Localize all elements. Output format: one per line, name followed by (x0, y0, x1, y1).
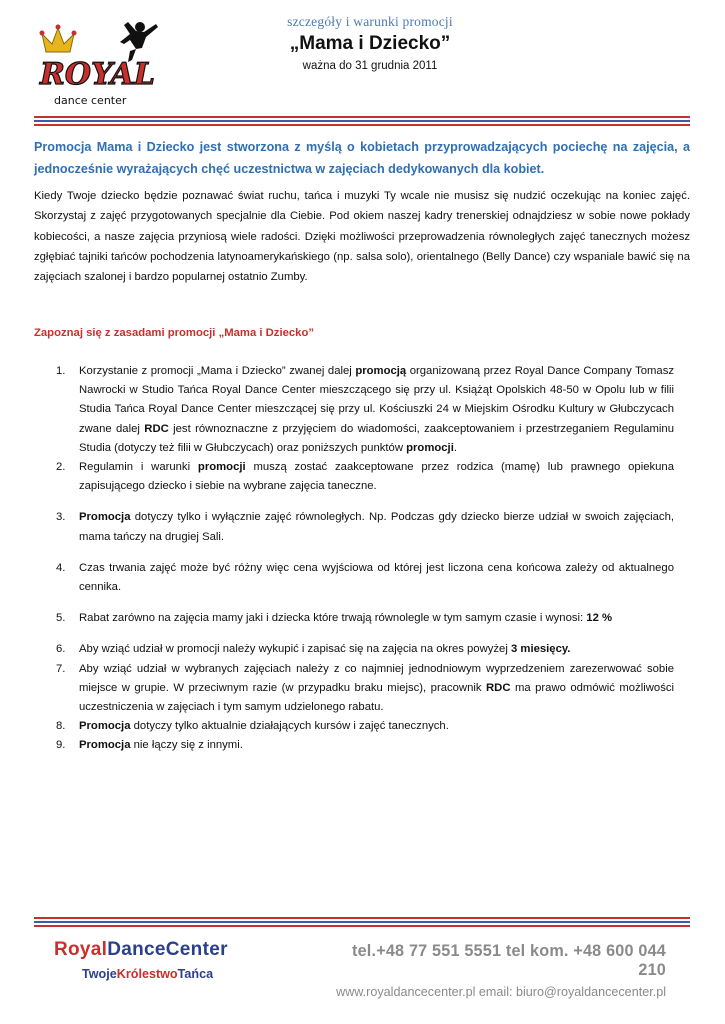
rule-number: 5. (56, 612, 66, 625)
rule-bold-text: 12 % (586, 612, 613, 625)
page-subtitle: szczegóły i warunki promocji (287, 14, 453, 29)
rule-bold-text: promocji (406, 441, 454, 454)
rule-text: . (453, 441, 457, 454)
footer-brand (54, 939, 228, 981)
rule-text: muszą zostać zaakceptowane przez rodzica (mamę) lub prawnego opiekuna zapisującego dziecko i siebie na wybrane zajęcia taneczne. (79, 461, 674, 493)
rule-bold-text: 3 miesięcy. (510, 643, 571, 656)
rule-number: 7. (56, 662, 66, 675)
footer-contact (322, 942, 666, 999)
rules-list (48, 362, 674, 756)
header-divider (34, 116, 690, 126)
rule-text: Korzystanie z promocji „Mama i Dziecko” zwanej dalej (79, 365, 356, 377)
rule-number: 6. (56, 643, 66, 656)
rule-bold-text: RDC (144, 422, 169, 435)
rule-text: Aby wziąć udział w promocji należy wykupić i zapisać się na zajęcia na okres powyżej (79, 643, 511, 656)
rule-number: 9. (56, 739, 66, 752)
rules-heading: Zapoznaj się z zasadami promocji „Mama i Dziecko” (34, 327, 314, 339)
logo-sub-text: dance center (54, 94, 127, 107)
rule-item (48, 508, 674, 546)
rule-number: 8. (56, 720, 66, 733)
validity-date: ważna do 31 grudnia 2011 (302, 60, 438, 72)
tagline-part-2: Królestwo (116, 967, 178, 981)
rule-item (48, 660, 674, 718)
royal-dance-center-logo (32, 18, 162, 108)
rule-text: Regulamin i warunki (79, 461, 198, 474)
rule-number: 2. (56, 461, 66, 474)
rule-text: organizowaną przez Royal Dance Company Tomasz Nawrocki w Studio Tańca Royal Dance Center mieszczącego się przy ul. Książąt Opolskich 48-50 w Opolu lub w filii Studia Tańca Royal Dance Center mieszczącej się przy ul. Kościuszki 24 w Miejskim Ośrodku Kultury w Głubczycach zwane dalej (79, 365, 674, 435)
rule-text: nie łączy się z innymi. (130, 739, 243, 752)
header (220, 14, 520, 72)
rule-text: dotyczy tylko i wyłącznie zajęć równoległych. Np. Podczas gdy dziecko bierze udział w swoich zajęciach, mama tańczy na drugiej Sali. (79, 511, 674, 543)
page-title: „Mama i Dziecko” (289, 33, 451, 54)
rule-bold-text: promocji (197, 461, 246, 474)
rule-number: 1. (56, 365, 66, 377)
rule-text: jest równoznaczne z przyjęciem do wiadomości, zaakceptowaniem i przestrzeganiem Regulaminu Studia (dotyczy też filii w Głubczycach) oraz poniższych punktów (79, 422, 674, 454)
rule-text: dotyczy tylko aktualnie działających kursów i zajęć tanecznych. (130, 720, 449, 733)
description-paragraph: Kiedy Twoje dziecko będzie poznawać świat ruchu, tańca i muzyki Ty wcale nie musisz się nudzić oczekując na koniec zajęć. Skorzystaj z zajęć przygotowanych specjalnie dla Ciebie. Pod okiem naszej kadry trenerskiej odnajdziesz w sobie nowe pokłady kobiecości, a nasze zajęcia przyniosą wiele radości. Dzięki możliwości przeprowadzenia równoległych zajęć tanecznych możesz zgłębiać tajniki tańców pochodzenia latynoamerykańskiego (np. salsa solo), orientalnego (Belly Dance) czy wspaniale bawić się na zajęciach szalonej i bardzo popularnej ostatnio Zumby. (34, 190, 690, 284)
footer-divider (34, 917, 690, 927)
rule-bold-text: Promocja (79, 720, 131, 733)
rule-bold-text: Promocja (79, 739, 131, 752)
rule-number: 3. (56, 511, 66, 524)
logo-graphic (32, 18, 162, 108)
tagline-part-3: Tańca (177, 967, 214, 981)
rule-bold-text: promocją (355, 365, 407, 377)
rule-item (48, 717, 674, 736)
rule-bold-text: Promocja (79, 511, 131, 524)
brand-center: Center (165, 939, 228, 960)
rule-item (48, 559, 674, 597)
contact-phone: tel.+48 77 551 5551 tel kom. +48 600 044 210 (352, 942, 666, 979)
brand-royal: Royal (54, 939, 108, 960)
logo-royal-text: ROYAL (40, 57, 155, 92)
contact-web-email: www.royaldancecenter.pl email: biuro@royaldancecenter.pl (336, 985, 666, 999)
rule-text: Rabat zarówno na zajęcia mamy jaki i dziecka które trwają równolegle w tym samym czasie i wynosi: (79, 612, 587, 625)
rule-bold-text: RDC (486, 681, 511, 694)
footer-tagline (82, 967, 228, 981)
rule-text: Czas trwania zajęć może być różny więc cena wyjściowa od której jest liczona cena końcowa zależy od aktualnego cennika. (79, 561, 674, 594)
rule-item (48, 458, 674, 496)
rule-item (48, 362, 674, 458)
intro-text: Promocja Mama i Dziecko jest stworzona z myślą o kobietach przyprowadzających pociechę na zajęcia, a jednocześnie wyrażających chęć uczestnictwa w zajęciach dedykowanych dla kobiet. (34, 140, 690, 176)
tagline-part-1: Twoje (82, 967, 117, 981)
rule-item (48, 640, 674, 659)
brand-dance: Dance (107, 939, 166, 960)
rule-text: ma prawo odmówić możliwości uczestniczenia w zajęciach i tym samym udzielonego rabatu. (79, 681, 675, 714)
rule-item (48, 736, 674, 755)
rule-item (48, 609, 674, 628)
rule-text: Aby wziąć udział w wybranych zajęciach należy z co najmniej jednodniowym wyprzedzeniem zarezerwować sobie miejsce w grupie. W przeciwnym razie (w przypadku braku miejsc), pracownik (79, 662, 674, 694)
rule-number: 4. (56, 561, 66, 574)
footer-brand-name (54, 939, 228, 961)
